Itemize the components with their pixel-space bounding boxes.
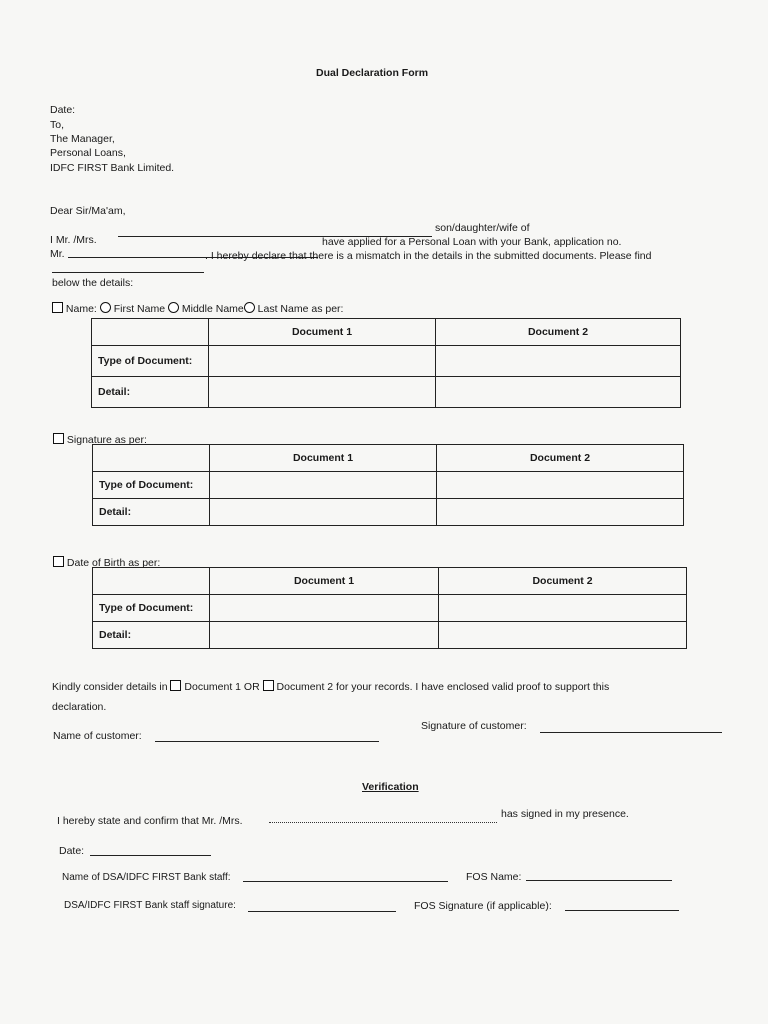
fos-name-label: FOS Name: (466, 871, 522, 883)
name-doc2-type-cell[interactable] (436, 346, 681, 377)
name-documents-table (91, 318, 681, 408)
verification-statement-suffix: has signed in my presence. (501, 808, 629, 820)
form-title: Dual Declaration Form (316, 67, 429, 79)
consider-doc2-label: Document 2 for your records. I have enclosed valid proof to support this (276, 681, 610, 693)
i-mr-mrs-label: I Mr. /Mrs. (50, 234, 97, 246)
name-doc2-detail-cell[interactable] (436, 377, 681, 408)
dob-doc1-type-cell[interactable] (210, 595, 439, 622)
document-2-header: Document 2 (436, 319, 681, 346)
verification-statement-prefix: I hereby state and confirm that Mr. /Mrs. (57, 815, 243, 827)
document-1-header: Document 1 (210, 568, 439, 595)
name-label: Name: (65, 303, 97, 315)
declare-text: . I hereby declare that there is a mismatch in the details in the submitted documents. Please find (205, 250, 652, 262)
signature-doc2-type-cell[interactable] (437, 472, 684, 499)
consider-prefix: Kindly consider details in (52, 681, 168, 693)
customer-signature-label: Signature of customer: (421, 720, 527, 732)
detail-label: Detail: (93, 499, 210, 526)
verification-heading: Verification (362, 781, 419, 793)
application-number-field[interactable] (52, 272, 204, 273)
signature-doc2-detail-cell[interactable] (437, 499, 684, 526)
middle-name-label: Middle Name (181, 303, 244, 315)
table-corner-cell (92, 319, 209, 346)
customer-name-label: Name of customer: (53, 730, 142, 742)
staff-name-label: Name of DSA/IDFC FIRST Bank staff: (62, 872, 231, 883)
first-name-label: First Name (113, 303, 166, 315)
document-2-header: Document 2 (437, 445, 684, 472)
signature-section-label: Signature as per: (66, 434, 147, 446)
signature-checkbox[interactable] (53, 433, 64, 444)
verification-person-field[interactable] (269, 822, 497, 823)
staff-signature-field[interactable] (248, 911, 396, 912)
below-details-text: below the details: (52, 277, 134, 289)
customer-signature-field[interactable] (540, 732, 722, 733)
type-of-document-label: Type of Document: (93, 472, 210, 499)
fos-signature-field[interactable] (565, 910, 679, 911)
fos-signature-label: FOS Signature (if applicable): (414, 900, 552, 912)
dob-doc1-detail-cell[interactable] (210, 622, 439, 649)
dob-documents-table (92, 567, 687, 649)
name-doc1-type-cell[interactable] (209, 346, 436, 377)
detail-label: Detail: (92, 377, 209, 408)
mr-label: Mr. (50, 248, 65, 260)
consider-line-2: declaration. (52, 701, 107, 713)
applied-text: have applied for a Personal Loan with your Bank, application no. (322, 236, 622, 248)
department-label: Personal Loans, (50, 147, 126, 159)
signature-doc1-detail-cell[interactable] (210, 499, 437, 526)
relation-text: son/daughter/wife of (435, 222, 530, 234)
consider-doc1-label: Document 1 OR (184, 681, 260, 693)
first-name-radio[interactable] (100, 302, 111, 313)
staff-signature-label: DSA/IDFC FIRST Bank staff signature: (64, 900, 236, 911)
verification-date-field[interactable] (90, 855, 211, 856)
middle-name-radio[interactable] (168, 302, 179, 313)
to-label: To, (50, 119, 65, 131)
name-doc1-detail-cell[interactable] (209, 377, 436, 408)
fos-name-field[interactable] (526, 880, 672, 881)
staff-name-field[interactable] (243, 881, 448, 882)
name-section-row (52, 302, 343, 315)
signature-documents-table (92, 444, 684, 526)
verification-date-label: Date: (59, 845, 85, 857)
dob-doc2-type-cell[interactable] (439, 595, 687, 622)
table-corner-cell (93, 568, 210, 595)
salutation: Dear Sir/Ma'am, (50, 205, 126, 217)
dob-doc2-detail-cell[interactable] (439, 622, 687, 649)
document-2-checkbox[interactable] (263, 680, 274, 691)
type-of-document-label: Type of Document: (93, 595, 210, 622)
table-corner-cell (93, 445, 210, 472)
detail-label: Detail: (93, 622, 210, 649)
type-of-document-label: Type of Document: (92, 346, 209, 377)
document-1-header: Document 1 (209, 319, 436, 346)
consider-row (52, 680, 609, 693)
last-name-radio[interactable] (244, 302, 255, 313)
last-name-label: Last Name as per: (257, 303, 344, 315)
document-1-checkbox[interactable] (170, 680, 181, 691)
document-2-header: Document 2 (439, 568, 687, 595)
date-label: Date: (50, 104, 76, 116)
manager-label: The Manager, (50, 133, 115, 145)
bank-name-label: IDFC FIRST Bank Limited. (50, 162, 175, 174)
dob-checkbox[interactable] (53, 556, 64, 567)
dob-section-label: Date of Birth as per: (66, 557, 161, 569)
signature-doc1-type-cell[interactable] (210, 472, 437, 499)
document-1-header: Document 1 (210, 445, 437, 472)
customer-name-field[interactable] (155, 741, 379, 742)
name-checkbox[interactable] (52, 302, 63, 313)
